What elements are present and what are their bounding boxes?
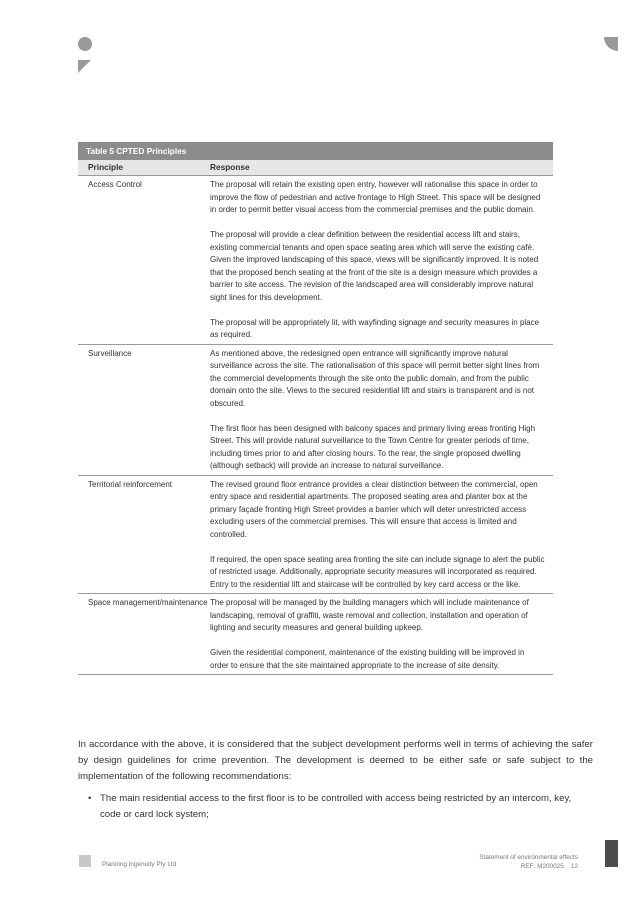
table-row [78,594,553,675]
decorative-corner [604,37,618,51]
table-title: Table 5 CPTED Principles [78,142,553,160]
response-cell [210,348,553,473]
header-response: Response [210,162,250,172]
table-row [78,345,553,476]
footer-ref-line [440,862,578,871]
principle-cell: Surveillance [88,348,132,358]
decorative-triangle [78,60,91,73]
response-paragraph: Given the residential component, maintenance of the existing building will be improved in order to ensure that the site maintained appropriate to the increase of site density. [210,648,525,670]
response-paragraph: The first floor has been designed with balcony spaces and primary living areas fronting High Street. This will provide natural surveillance to the Town Centre for greater periods of time, including times prior to and after closing hours. To the rear, the single proposed dwelling (although setback) will provide an increase to natural surveillance. [210,423,536,470]
response-paragraph: The proposal will be managed by the building managers which will include maintenance of landscaping, removal of graffiti, waste removal and collection, installation and operation of lighting and security measures and general building upkeep. [210,598,529,632]
table-row [78,476,553,595]
response-paragraph: The proposal will be appropriately lit, with wayfinding signage and security measures in place as required. [210,317,540,339]
footer-bar [605,840,618,867]
footer-doc-title: Statement of environmental effects [479,854,578,861]
table-header-row [78,160,553,176]
response-cell [210,597,553,672]
principle-cell: Access Control [88,180,142,189]
response-cell [210,179,553,342]
bullet-item [88,791,593,823]
footer-info [440,853,578,871]
principle-cell: Territorial reinforcement [88,479,173,489]
decorative-circle [78,37,92,51]
body-paragraph: In accordance with the above, it is considered that the subject development performs well in terms of achieving the safer by design guidelines for crime prevention. The development is deemed to be either safe or safe subject to the implementation of the following recommendations: [78,739,593,782]
response-paragraph: The revised ground floor entrance provides a clear distinction between the commercial, open entry space and residential apartments. The proposed seating area and planter box at the primary façade fronting High Street provides a barrier which will deter unrestricted access excluding users of the commercial premises. This will ensure that access is limited and controlled. [210,479,538,539]
response-paragraph: If required, the open space seating area fronting the site can include signage to alert the public of restricted usage. Additionally, appropriate security measures will incorporated as required. Entry to the residential lift and staircase will be controlled by key card access or the like. [210,554,545,589]
response-cell [210,479,553,592]
table-row [78,176,553,345]
footer-ref: REF: M200025 [520,863,564,870]
response-paragraph: The proposal will retain the existing open entry, however will rationalise this space in order to improve the flow of pedestrian and active frontage to High Street. This space will be designed in order to permit better visual access from the commercial premises and the public domain. [210,180,541,214]
footer-company: Planning Ingenuity Pty Ltd [102,861,177,868]
response-paragraph: The proposal will provide a clear definition between the residential access lift and stairs, existing commercial tenants and open space seating area which will serve the existing café. Given the improved landscaping of this space, views will be significantly improved. It is noted that the proposed bench seating at the front of the site is a design measure which provides a barrier to site access. The revision of the landscaped area will considerably improve natural sight lines for this development. [210,230,539,302]
principle-cell: Space management/maintenance [88,598,208,607]
page-number: 12 [570,863,578,870]
header-principle: Principle [88,162,124,172]
footer-logo-square [79,855,91,867]
cpted-table [78,142,553,675]
bullet-text: The main residential access to the first floor is to be controlled with access being restricted by an intercom, key, code or card lock system; [100,793,572,820]
bullet-icon: • [88,793,92,804]
response-paragraph: As mentioned above, the redesigned open entrance will significantly improve natural surveillance across the site. The rationalisation of this space will permit better sight lines from the commercial developments through the site onto the public domain, and from the public domain onto the site. Views to the secured residential lift and stairs is transparent and is not obscured. [210,348,540,408]
